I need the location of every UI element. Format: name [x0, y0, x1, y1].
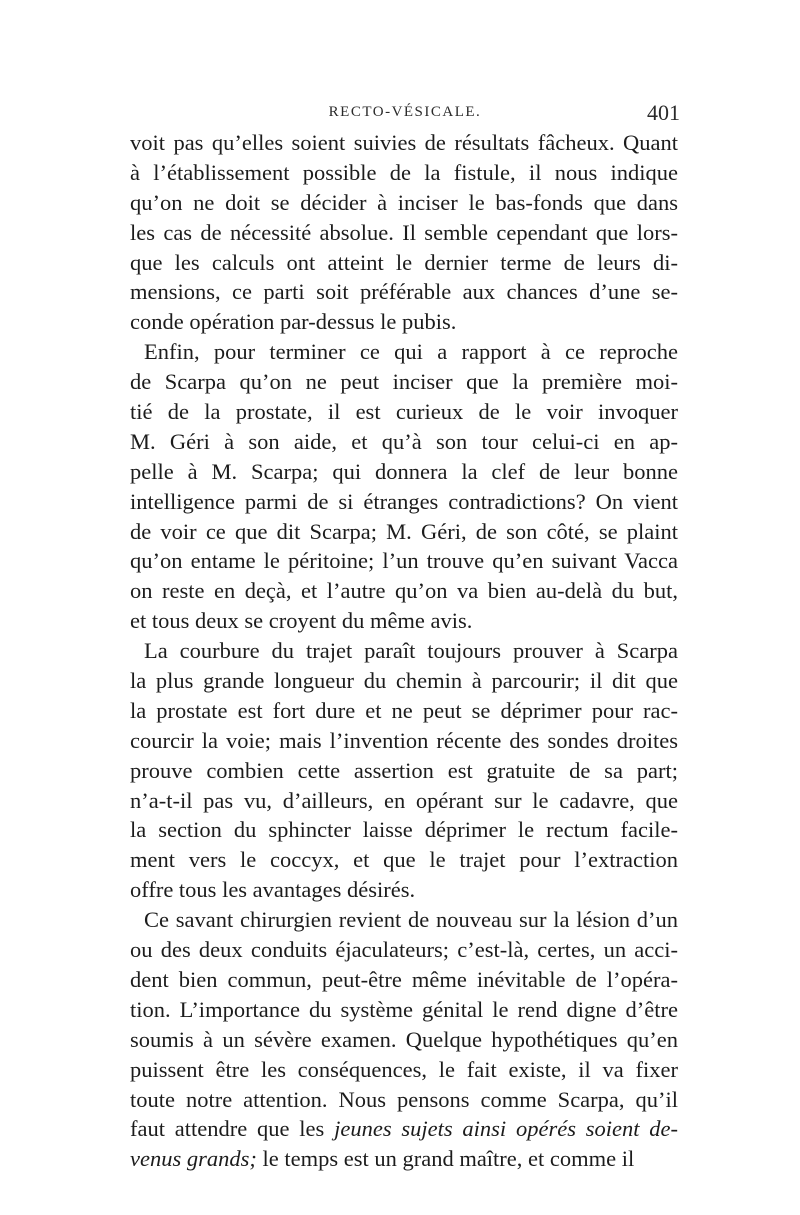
text-line: tié de la prostate, il est curieux de le voir invoquer	[130, 399, 678, 425]
text-line: intelligence parmi de si étranges contradictions? On vient	[130, 488, 678, 514]
text-line: conde opération par-dessus le pubis.	[130, 309, 457, 335]
text-line: la prostate est fort dure et ne peut se déprimer pour rac-	[130, 697, 678, 723]
text-line: qu’on ne doit se décider à inciser le bas-fonds que dans	[130, 189, 678, 215]
text-line: de voir ce que dit Scarpa; M. Géri, de son côté, se plaint	[130, 518, 678, 544]
text-line: à l’établissement possible de la fistule, il nous indique	[130, 159, 678, 185]
running-head	[130, 100, 680, 130]
text-line: de Scarpa qu’on ne peut inciser que la première moi-	[130, 369, 678, 395]
text-line: et tous deux se croyent du même avis.	[130, 608, 473, 634]
text-line: ment vers le coccyx, et que le trajet pour l’extraction	[130, 847, 678, 873]
text-line: offre tous les avantages désirés.	[130, 877, 416, 903]
text-line: toute notre attention. Nous pensons comme Scarpa, qu’il	[130, 1086, 678, 1112]
text-line	[130, 1114, 678, 1144]
text-line: on reste en deçà, et l’autre qu’on va bien au-delà du but,	[130, 578, 678, 604]
text-segment: faut attendre que les	[130, 1116, 325, 1142]
text-line: courcir la voie; mais l’invention récente des sondes droites	[130, 727, 678, 753]
text-line: tion. L’importance du système génital le rend digne d’être	[130, 996, 678, 1022]
italic-phrase: jeunes sujets ainsi opérés soient de-	[334, 1116, 679, 1142]
text-line: mensions, ce parti soit préférable aux chances d’une se-	[130, 279, 678, 305]
text-line: la plus grande longueur du chemin à parcourir; il dit que	[130, 668, 678, 694]
text-line: pelle à M. Scarpa; qui donnera la clef de leur bonne	[130, 458, 678, 484]
running-title: RECTO-VÉSICALE.	[328, 104, 482, 120]
text-line: que les calculs ont atteint le dernier terme de leurs di-	[130, 249, 678, 275]
text-line: puissent être les conséquences, le fait existe, il va fixer	[130, 1056, 678, 1082]
page-number: 401	[647, 100, 680, 125]
text-segment: le temps est un grand maître, et comme il	[262, 1146, 635, 1172]
text-line: prouve combien cette assertion est gratuite de sa part;	[130, 757, 678, 783]
body-text	[130, 128, 678, 1174]
italic-phrase: venus grands;	[130, 1146, 257, 1172]
text-line: La courbure du trajet paraît toujours prouver à Scarpa	[144, 638, 678, 664]
text-line: M. Géri à son aide, et qu’à son tour celui-ci en ap-	[130, 428, 678, 454]
text-line: Ce savant chirurgien revient de nouveau sur la lésion d’un	[144, 907, 678, 933]
text-line: Enfin, pour terminer ce qui a rapport à ce reproche	[144, 339, 678, 365]
text-line: n’a-t-il pas vu, d’ailleurs, en opérant sur le cadavre, que	[130, 787, 678, 813]
text-line: dent bien commun, peut-être même inévitable de l’opéra-	[130, 966, 678, 992]
text-line: soumis à un sévère examen. Quelque hypothétiques qu’en	[130, 1026, 678, 1052]
text-line: qu’on entame le péritoine; l’un trouve qu’en suivant Vacca	[130, 548, 678, 574]
text-line: ou des deux conduits éjaculateurs; c’est-là, certes, un acci-	[130, 937, 678, 963]
text-line: la section du sphincter laisse déprimer le rectum facile-	[130, 817, 678, 843]
text-line	[130, 1144, 678, 1174]
text-line: voit pas qu’elles soient suivies de résultats fâcheux. Quant	[130, 130, 678, 155]
text-line: les cas de nécessité absolue. Il semble cependant que lors-	[130, 219, 678, 245]
